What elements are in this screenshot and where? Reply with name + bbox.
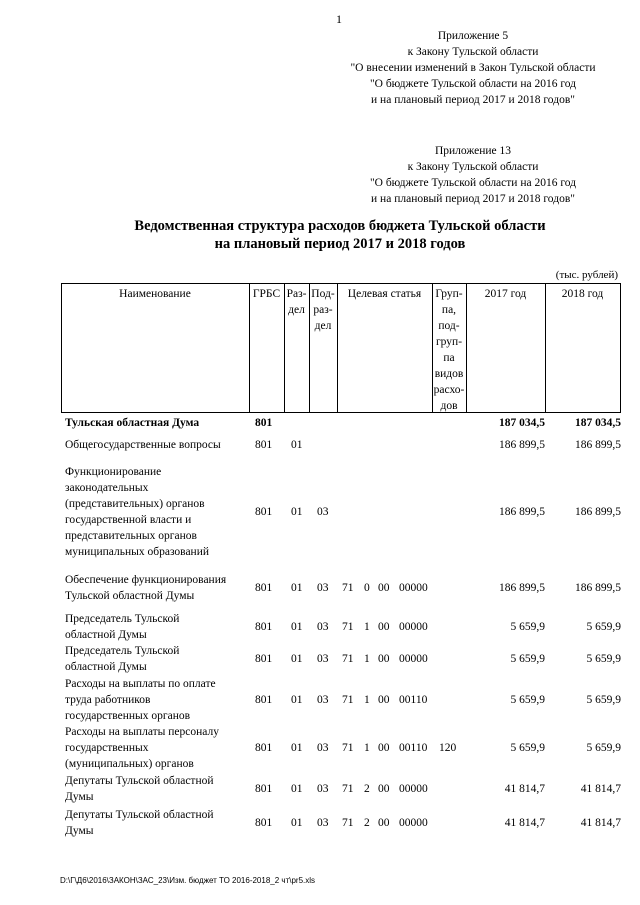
cell-podrazdel: 03 <box>317 742 329 754</box>
cell-value-2018: 5 659,9 <box>586 653 621 665</box>
cell-ts-direction: 00 <box>378 694 390 706</box>
cell-ts-program: 71 <box>342 653 354 665</box>
cell-ts-direction: 00 <box>378 742 390 754</box>
cell-value-2017: 41 814,7 <box>504 817 545 829</box>
cell-podrazdel: 03 <box>317 653 329 665</box>
cell-razdel: 01 <box>291 439 303 451</box>
cell-ts-direction: 00 <box>378 653 390 665</box>
row-name: Расходы на выплаты по оплате труда работников государственных органов <box>65 678 216 722</box>
cell-podrazdel: 03 <box>317 817 329 829</box>
header-2017: 2017 год <box>484 288 527 300</box>
row-name: Председатель Тульской областной Думы <box>65 645 180 673</box>
row-name: Обеспечение функционирования Тульской областной Думы <box>65 574 227 602</box>
cell-grbs: 801 <box>255 817 273 829</box>
cell-ts-direction: 00 <box>378 817 390 829</box>
col-divider <box>466 283 467 413</box>
appendix-13-line: "О бюджете Тульской области на 2016 год <box>369 177 577 189</box>
cell-grbs: 801 <box>255 439 273 451</box>
row-name: Тульская областная Дума <box>65 417 200 429</box>
cell-ts-program: 71 <box>342 783 354 795</box>
cell-ts-sub: 1 <box>364 653 370 665</box>
cell-razdel: 01 <box>291 783 303 795</box>
cell-value-2017: 5 659,9 <box>510 742 545 754</box>
cell-grbs: 801 <box>255 783 273 795</box>
row-name: Общегосударственные вопросы <box>65 439 221 451</box>
cell-value-2018: 41 814,7 <box>580 783 621 795</box>
header-podrazdel: Под- раз- дел <box>311 288 335 332</box>
cell-value-2018: 186 899,5 <box>575 582 621 594</box>
title-line: Ведомственная структура расходов бюджета Тульской области <box>134 218 546 234</box>
cell-ts-sub: 2 <box>364 783 370 795</box>
unit-label: (тыс. рублей) <box>555 269 618 281</box>
cell-podrazdel: 03 <box>317 582 329 594</box>
header-2018: 2018 год <box>561 288 604 300</box>
row-name: Функционирование законодательных (представительных) органов государственной власти и представительных органов муниципальных образований <box>65 466 210 558</box>
cell-razdel: 01 <box>291 582 303 594</box>
cell-ts-sub: 2 <box>364 817 370 829</box>
appendix-5-block <box>348 28 598 108</box>
appendix-5-line: "О внесении изменений в Закон Тульской области <box>350 62 596 74</box>
cell-ts-program: 71 <box>342 817 354 829</box>
appendix-5-line: Приложение 5 <box>437 30 509 42</box>
cell-value-2017: 186 899,5 <box>499 506 545 518</box>
col-divider <box>61 283 62 413</box>
cell-grbs: 801 <box>255 621 273 633</box>
cell-value-2017: 186 899,5 <box>499 582 545 594</box>
cell-value-2017: 41 814,7 <box>504 783 545 795</box>
cell-ts-sub: 1 <box>364 621 370 633</box>
cell-ts-direction: 00 <box>378 582 390 594</box>
col-divider <box>545 283 546 413</box>
cell-ts-direction: 00 <box>378 621 390 633</box>
appendix-13-block <box>348 143 598 207</box>
title-line: на плановый период 2017 и 2018 годов <box>214 236 466 252</box>
cell-value-2017: 5 659,9 <box>510 621 545 633</box>
cell-ts-program: 71 <box>342 694 354 706</box>
cell-podrazdel: 03 <box>317 621 329 633</box>
cell-grbs: 801 <box>255 417 273 429</box>
cell-grbs: 801 <box>255 742 273 754</box>
page-number: 1 <box>336 12 342 26</box>
cell-podrazdel: 03 <box>317 783 329 795</box>
appendix-5-line: к Закону Тульской области <box>407 46 539 58</box>
cell-ts-program: 71 <box>342 742 354 754</box>
cell-value-2018: 186 899,5 <box>575 506 621 518</box>
header-expense-group: Груп- па, под- груп- па видов расхо- дов <box>433 288 465 412</box>
row-name: Депутаты Тульской областной Думы <box>65 809 214 837</box>
cell-value-2018: 41 814,7 <box>580 817 621 829</box>
cell-grbs: 801 <box>255 582 273 594</box>
cell-value-2018: 5 659,9 <box>586 621 621 633</box>
cell-podrazdel: 03 <box>317 506 329 518</box>
cell-ts-code: 00110 <box>399 742 428 754</box>
cell-razdel: 01 <box>291 506 303 518</box>
header-name: Наименование <box>119 288 191 300</box>
cell-value-2018: 5 659,9 <box>586 694 621 706</box>
cell-razdel: 01 <box>291 653 303 665</box>
cell-ts-code: 00000 <box>399 817 428 829</box>
header-razdel: Раз- дел <box>286 288 307 316</box>
cell-value-2018: 186 899,5 <box>575 439 621 451</box>
appendix-5-line: "О бюджете Тульской области на 2016 год <box>369 78 577 90</box>
header-grbs: ГРБС <box>252 288 281 300</box>
header-border-top <box>61 283 621 284</box>
row-name: Депутаты Тульской областной Думы <box>65 775 214 803</box>
cell-ts-sub: 0 <box>364 582 370 594</box>
cell-value-2017: 5 659,9 <box>510 653 545 665</box>
document-title <box>60 217 620 253</box>
appendix-13-line: к Закону Тульской области <box>407 161 539 173</box>
file-path-footer: D:\Г\Д6\2016\ЗАКОН\ЗАС_23\Изм. бюджет ТО 2016-2018_2 чт\pr5.xls <box>60 876 316 885</box>
appendix-13-line: Приложение 13 <box>434 145 512 157</box>
table-header <box>61 283 621 413</box>
cell-ts-program: 71 <box>342 582 354 594</box>
cell-ts-sub: 1 <box>364 694 370 706</box>
cell-ts-code: 00000 <box>399 653 428 665</box>
cell-value-2018: 5 659,9 <box>586 742 621 754</box>
cell-ts-direction: 00 <box>378 783 390 795</box>
cell-razdel: 01 <box>291 742 303 754</box>
cell-value-2018: 187 034,5 <box>575 417 621 429</box>
header-border-bottom <box>61 412 621 413</box>
col-divider <box>620 283 621 413</box>
cell-ts-code: 00000 <box>399 783 428 795</box>
row-name: Расходы на выплаты персоналу государственных (муниципальных) органов <box>65 726 219 770</box>
appendix-5-line: и на плановый период 2017 и 2018 годов" <box>371 94 575 106</box>
cell-razdel: 01 <box>291 817 303 829</box>
cell-value-2017: 5 659,9 <box>510 694 545 706</box>
cell-ts-sub: 1 <box>364 742 370 754</box>
cell-value-2017: 187 034,5 <box>499 417 545 429</box>
cell-ts-program: 71 <box>342 621 354 633</box>
cell-ts-code: 00000 <box>399 582 428 594</box>
cell-grbs: 801 <box>255 506 273 518</box>
cell-ts-code: 00000 <box>399 621 428 633</box>
cell-razdel: 01 <box>291 694 303 706</box>
col-divider <box>337 283 338 413</box>
header-target-article: Целевая статья <box>347 288 422 300</box>
row-name: Председатель Тульской областной Думы <box>65 613 180 641</box>
col-divider <box>249 283 250 413</box>
cell-ts-code: 00110 <box>399 694 428 706</box>
cell-podrazdel: 03 <box>317 694 329 706</box>
cell-grbs: 801 <box>255 653 273 665</box>
cell-value-2017: 186 899,5 <box>499 439 545 451</box>
cell-grbs: 801 <box>255 694 273 706</box>
cell-expense-group: 120 <box>439 742 457 754</box>
appendix-13-line: и на плановый период 2017 и 2018 годов" <box>371 193 575 205</box>
cell-razdel: 01 <box>291 621 303 633</box>
